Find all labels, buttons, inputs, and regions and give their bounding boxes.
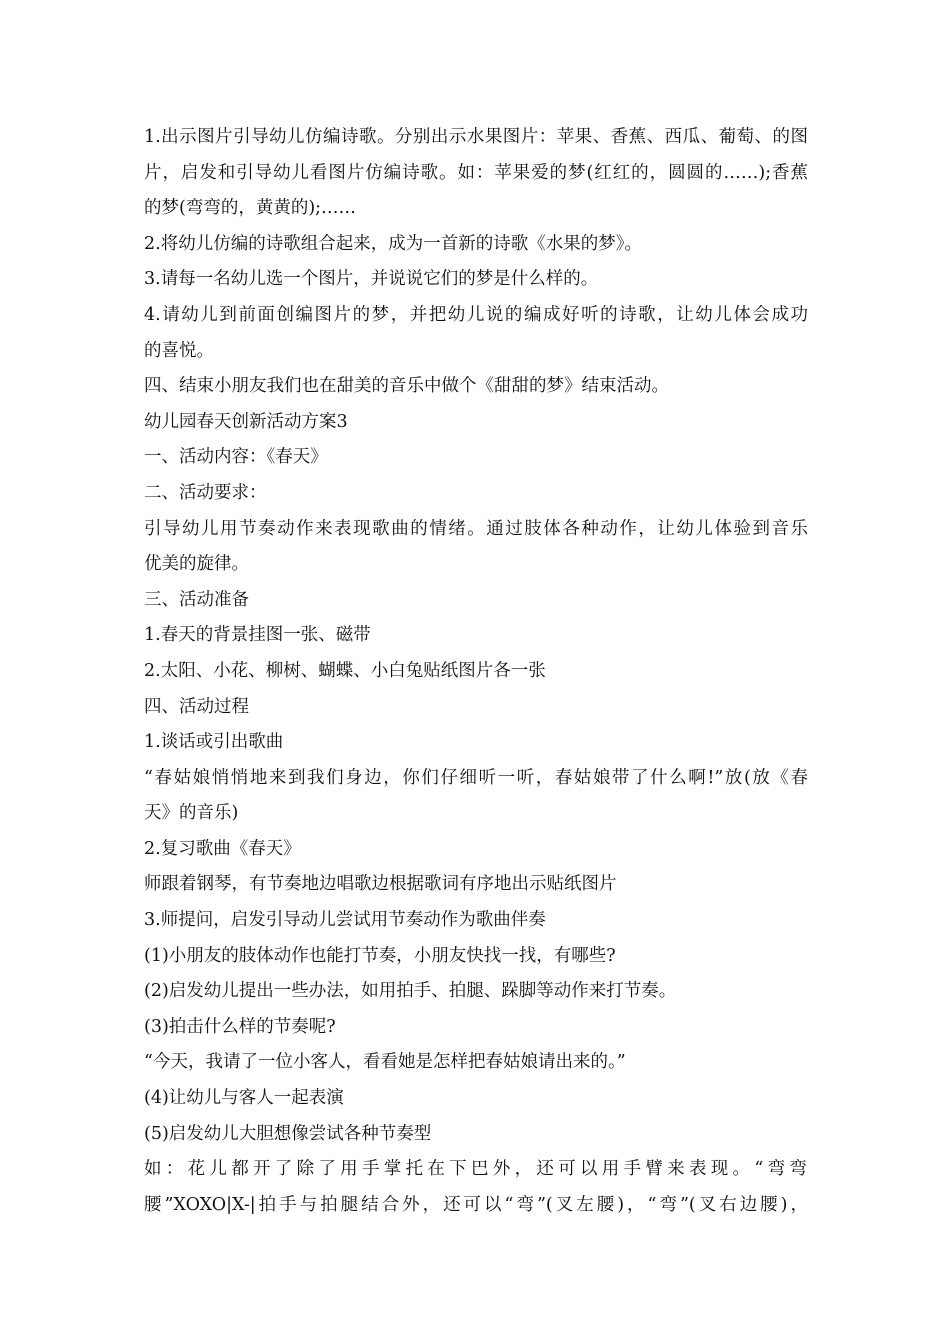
paragraph-line: 四、结束小朋友我们也在甜美的音乐中做个《甜甜的梦》结束活动。 [144,376,669,397]
paragraph-line: 2.将幼儿仿编的诗歌组合起来，成为一首新的诗歌《水果的梦》。 [144,233,642,254]
document-page [144,120,808,1223]
paragraph-line: “今天，我请了一位小客人，看看她是怎样把春姑娘请出来的。” [144,1052,626,1073]
paragraph-line: 腰”XOXO|X-|拍手与拍腿结合外，还可以“弯”(叉左腰)，“弯”(叉右边腰)， [144,1194,808,1215]
heading-line: 四、活动过程 [144,696,249,717]
heading-line: 一、活动内容：《春天》 [144,447,328,468]
list-item: 2.复习歌曲《春天》 [144,838,301,859]
heading-line: 二、活动要求： [144,482,267,503]
paragraph-line: 的喜悦。 [144,340,214,361]
paragraph-line: 4.请幼儿到前面创编图片的梦，并把幼儿说的编成好听的诗歌，让幼儿体会成功 [144,304,808,325]
list-item: 1.谈话或引出歌曲 [144,732,284,753]
list-item: 3.师提问，启发引导动儿尝试用节奏动作为歌曲伴奏 [144,910,546,931]
section-title: 幼儿园春天创新活动方案3 [144,411,348,432]
paragraph-line: 1.出示图片引导幼儿仿编诗歌。分别出示水果图片：苹果、香蕉、西瓜、葡萄、的图 [144,127,808,147]
paragraph-line: 如：花儿都开了除了用手掌托在下巴外，还可以用手臂来表现。“弯弯 [144,1159,808,1180]
paragraph-line: “春姑娘悄悄地来到我们身边，你们仔细听一听，春姑娘带了什么啊!”放(放《春 [144,767,808,788]
paragraph-line: 的梦(弯弯的，黄黄的);…… [144,198,357,219]
paragraph-line: 优美的旋律。 [144,554,249,575]
list-item: 2.太阳、小花、柳树、蝴蝶、小白兔贴纸图片各一张 [144,660,546,681]
paragraph-line: 引导幼儿用节奏动作来表现歌曲的情绪。通过肢体各种动作，让幼儿体验到音乐 [144,518,808,539]
paragraph-line: 3.请每一名幼儿选一个图片，并说说它们的梦是什么样的。 [144,269,599,290]
paragraph-line: 片，启发和引导幼儿看图片仿编诗歌。如：苹果爱的梦(红红的，圆圆的……);香蕉 [144,162,808,183]
list-item: (5)启发幼儿大胆想像尝试各种节奏型 [144,1123,432,1144]
list-item: (1)小朋友的肢体动作也能打节奏，小朋友快找一找，有哪些? [144,945,616,966]
heading-line: 三、活动准备 [144,589,249,610]
list-item: (3)拍击什么样的节奏呢? [144,1016,336,1037]
list-item: 1.春天的背景挂图一张、磁带 [144,625,371,646]
paragraph-line: 天》的音乐) [144,803,239,824]
paragraph-line: 师跟着钢琴，有节奏地边唱歌边根据歌词有序地出示贴纸图片 [144,874,617,895]
list-item: (2)启发幼儿提出一些办法，如用拍手、拍腿、跺脚等动作来打节奏。 [144,981,677,1002]
list-item: (4)让幼儿与客人一起表演 [144,1088,344,1109]
